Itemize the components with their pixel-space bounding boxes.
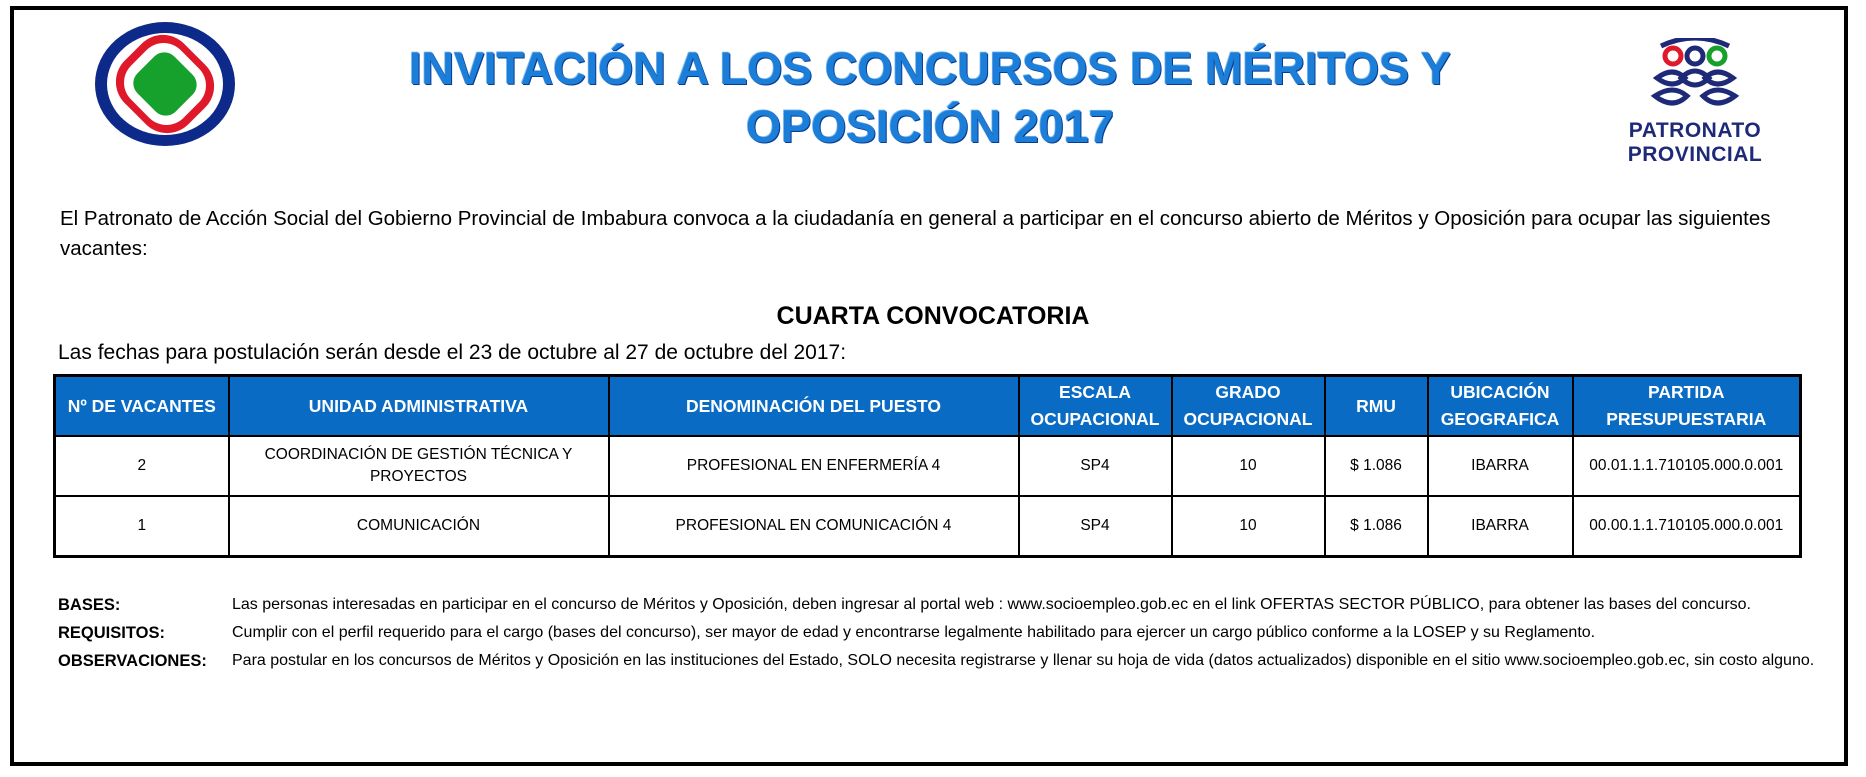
header-vacancies: Nº DE VACANTES: [55, 376, 229, 437]
cell-rmu: $ 1.086: [1325, 436, 1428, 496]
convocation-subtitle: CUARTA CONVOCATORIA: [776, 302, 1090, 330]
cell-scale: SP4: [1019, 436, 1172, 496]
logo-text-line1: PATRONATO: [1628, 119, 1762, 142]
prefecture-logo-icon: [92, 20, 238, 148]
cell-location: IBARRA: [1428, 496, 1573, 557]
cell-budget: 00.00.1.1.710105.000.0.001: [1573, 496, 1801, 557]
header-grade: GRADO OCUPACIONAL: [1172, 376, 1325, 437]
cell-vacancies: 1: [55, 496, 229, 557]
cell-location: IBARRA: [1428, 436, 1573, 496]
note-text: Cumplir con el perfil requerido para el cargo (bases del concurso), ser mayor de edad y encontrarse legalmente habilitado para ejercer un cargo público conforme a la LOSEP y su Reglamento.: [232, 624, 1596, 641]
table-header-row: [55, 376, 1801, 437]
header-scale: ESCALA OCUPACIONAL: [1019, 376, 1172, 437]
table-row: [55, 436, 1801, 496]
header-budget: PARTIDA PRESUPUESTARIA: [1573, 376, 1801, 437]
cell-budget: 00.01.1.1.710105.000.0.001: [1573, 436, 1801, 496]
note-label: OBSERVACIONES:: [58, 652, 207, 670]
note-observations: [58, 650, 1818, 672]
page-title-line1: INVITACIÓN A LOS CONCURSOS DE MÉRITOS Y: [409, 43, 1451, 94]
page-title-line2: OPOSICIÓN 2017: [746, 101, 1114, 152]
application-dates: Las fechas para postulación serán desde el 23 de octubre al 27 de octubre del 2017:: [58, 341, 847, 364]
header-admin-unit: UNIDAD ADMINISTRATIVA: [229, 376, 609, 437]
note-text: Para postular en los concursos de Méritos y Oposición en las instituciones del Estado, SOLO necesita registrarse y llenar su hoja de vida (datos actualizados) disponible en el sitio www.socioempleo.gob.ec, sin costo alguno.: [232, 652, 1815, 669]
table-row: [55, 496, 1801, 557]
cell-admin-unit: COMUNICACIÓN: [229, 496, 609, 557]
note-bases: [58, 594, 1818, 616]
page-title: [330, 40, 1530, 156]
header-rmu: RMU: [1325, 376, 1428, 437]
intro-paragraph: El Patronato de Acción Social del Gobierno Provincial de Imbabura convoca a la ciudadanía en general a participar en el concurso abierto de Méritos y Oposición para ocupar las siguientes vacantes:: [60, 207, 1771, 260]
vacancies-table: [53, 374, 1802, 558]
cell-position: PROFESIONAL EN COMUNICACIÓN 4: [609, 496, 1019, 557]
note-label: REQUISITOS:: [58, 624, 165, 642]
note-text: Las personas interesadas en participar en el concurso de Méritos y Oposición, deben ingresar al portal web : www.socioempleo.gob.ec en el link OFERTAS SECTOR PÚBLICO, para obtener las bases del concurso.: [232, 596, 1751, 613]
cell-position: PROFESIONAL EN ENFERMERÍA 4: [609, 436, 1019, 496]
cell-rmu: $ 1.086: [1325, 496, 1428, 557]
patronato-logo: [1620, 38, 1770, 178]
patronato-people-icon: [1647, 38, 1743, 114]
cell-grade: 10: [1172, 496, 1325, 557]
header-location: UBICACIÓN GEOGRAFICA: [1428, 376, 1573, 437]
cell-scale: SP4: [1019, 496, 1172, 557]
cell-vacancies: 2: [55, 436, 229, 496]
logo-text-line2: PROVINCIAL: [1627, 143, 1763, 166]
header-position: DENOMINACIÓN DEL PUESTO: [609, 376, 1019, 437]
note-requirements: [58, 622, 1818, 644]
cell-grade: 10: [1172, 436, 1325, 496]
cell-admin-unit: COORDINACIÓN DE GESTIÓN TÉCNICA Y PROYECTOS: [229, 436, 609, 496]
notes-section: [58, 594, 1818, 678]
note-label: BASES:: [58, 596, 121, 614]
